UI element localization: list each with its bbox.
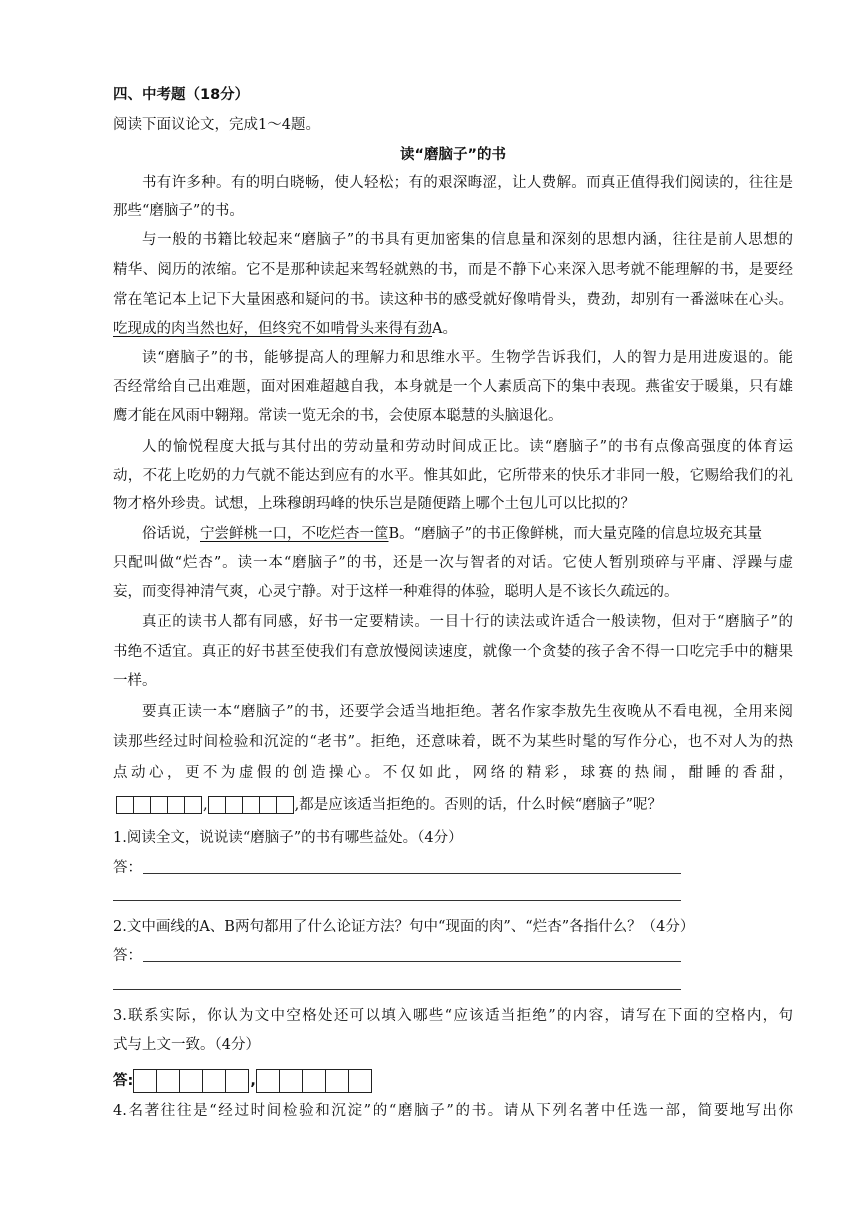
- p4-line-2: 动，不花上吃奶的力气就不能达到应有的水平。惟其如此，它所带来的快乐才非同一般，它赐给我们的礼: [113, 468, 793, 484]
- q3-sep: ,: [250, 1073, 256, 1089]
- q1-answer-label: 答：: [113, 860, 142, 876]
- p1-line-2: 那些“磨脑子”的书。: [113, 203, 244, 219]
- q3-answer-label: 答:: [113, 1073, 134, 1089]
- p6-line-3: 一样。: [113, 673, 157, 689]
- p4-line-3: 物才格外珍贵。试想，上珠穆朗玛峰的快乐岂是随便踏上哪个土包儿可以比拟的？: [113, 496, 635, 512]
- q3-answer-boxes-2[interactable]: [257, 1069, 372, 1093]
- question-3-line-1: 3.联系实际，你认为文中空格处还可以填入哪些“应该适当拒绝”的内容，请写在下面的空格内，句: [113, 1008, 793, 1024]
- p2-line-2: 精华、阅历的浓缩。它不是那种读起来驾轻就熟的书，而是不静下心来深入思考就不能理解的书，是要经: [113, 262, 793, 278]
- p2-line-1: 与一般的书籍比较起来“磨脑子”的书具有更加密集的信息量和深刻的思想内涵，往往是前人思想的: [142, 232, 793, 248]
- p3-line-1: 读“磨脑子”的书，能够提高人的理解力和思维水平。生物学告诉我们，人的智力是用进废退的。能: [142, 350, 793, 366]
- p5-post: B。“磨脑子”的书正像鲜桃，而大量克隆的信息垃圾充其量: [388, 526, 762, 542]
- p4-line-1: 人的愉悦程度大抵与其付出的劳动量和劳动时间成正比。读“磨脑子”的书有点像高强度的体育运: [142, 439, 793, 455]
- article-title: 读“磨脑子”的书: [399, 147, 507, 163]
- p5-line-2: 只配叫做“烂杏”。读一本“磨脑子”的书，还是一次与智者的对话。它使人暂别琐碎与平庸、浮躁与虚: [113, 555, 793, 571]
- mark-a: A。: [432, 321, 457, 337]
- q2-answer-line-2[interactable]: [113, 989, 681, 990]
- p7-line-3: 点动心，更不为虚假的创造操心。不仅如此，网络的精彩，球赛的热闹，酣睡的香甜，: [113, 765, 793, 781]
- p6-line-2: 书绝不适宜。真正的好书甚至使我们有意放慢阅读速度，就像一个贪婪的孩子舍不得一口吃完手中的糖果: [113, 644, 793, 660]
- section-heading: 四、中考题（18分）: [113, 87, 250, 103]
- q2-answer-line-1[interactable]: [143, 961, 681, 962]
- question-3-line-2: 式与上文一致。（4分）: [113, 1037, 260, 1053]
- p6-line-1: 真正的读书人都有同感，好书一定要精读。一目十行的读法或许适合一般读物，但对于“磨脑子”的: [142, 614, 793, 630]
- q1-answer-line-1[interactable]: [143, 873, 681, 874]
- p7-line-2: 读那些经过时间检验和沉淀的“老书”。拒绝，还意味着，既不为某些时髦的写作分心，也不对人为的热: [113, 734, 793, 750]
- p5-line-1: [113, 524, 793, 544]
- underlined-sentence-b: 宁尝鲜桃一口，不吃烂杏一筐: [200, 526, 389, 542]
- sep: ,: [203, 797, 208, 813]
- question-2: 2.文中画线的A、B两句都用了什么论证方法？句中“现面的肉”、“烂杏”各指什么？（4分）: [113, 919, 695, 935]
- blank-boxes-2[interactable]: [209, 796, 294, 814]
- p7-line-4: [116, 795, 796, 815]
- p2-line-3: 常在笔记本上记下大量困惑和疑问的书。读这种书的感受就好像啃骨头，费劲，却别有一番滋味在心头。: [113, 292, 793, 308]
- q2-answer-label: 答：: [113, 948, 142, 964]
- p1-line-1: 书有许多种。有的明白晓畅，使人轻松；有的艰深晦涩，让人费解。而真正值得我们阅读的，往往是: [142, 175, 793, 191]
- section-instruction: 阅读下面议论文，完成1～4题。: [113, 117, 320, 133]
- p5-pre: 俗话说，: [142, 526, 200, 542]
- question-4: 4.名著往往是“经过时间检验和沉淀”的“磨脑子”的书。请从下列名著中任选一部，简要地写出你: [113, 1103, 793, 1119]
- q1-answer-line-2[interactable]: [113, 900, 681, 901]
- p3-line-3: 鹰才能在风雨中翱翔。常读一览无余的书，会使原本聪慧的头脑退化。: [113, 408, 563, 424]
- q3-answer-row: [113, 1066, 793, 1096]
- p3-line-2: 否经常给自己出难题，面对困难超越自我，本身就是一个人素质高下的集中表现。燕雀安于暖巢，只有雄: [113, 379, 793, 395]
- p2-line-4: [113, 319, 793, 339]
- p5-line-3: 妄，而变得神清气爽，心灵宁静。对于这样一种难得的体验，聪明人是不该长久疏远的。: [113, 584, 679, 600]
- p7-tail: ,都是应该适当拒绝的。否则的话，什么时候“磨脑子”呢？: [294, 797, 663, 813]
- p7-line-1: 要真正读一本“磨脑子”的书，还要学会适当地拒绝。著名作家李敖先生夜晚从不看电视，全用来阅: [142, 704, 793, 720]
- blank-boxes-1[interactable]: [117, 796, 202, 814]
- underlined-sentence-a: 吃现成的肉当然也好，但终究不如啃骨头来得有劲: [113, 321, 432, 337]
- q3-answer-boxes-1[interactable]: [134, 1069, 249, 1093]
- question-1: 1.阅读全文，说说读“磨脑子”的书有哪些益处。（4分）: [113, 830, 463, 846]
